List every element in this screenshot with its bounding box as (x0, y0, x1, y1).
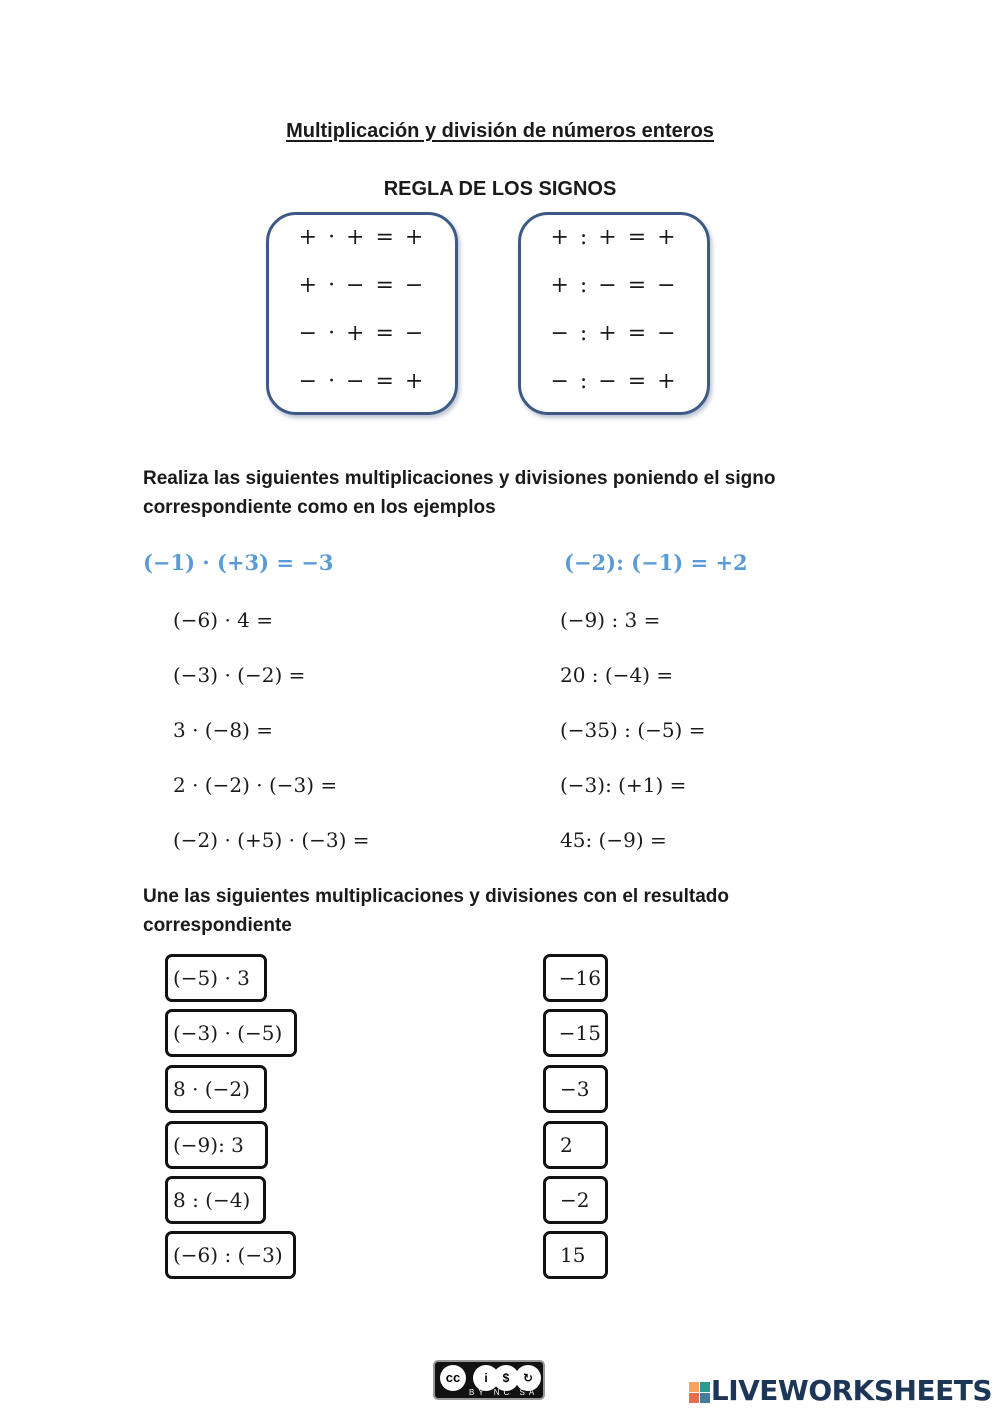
exercise2-instruction: Une las siguientes multiplicaciones y divisiones con el resultado correspondiente (143, 886, 730, 936)
result-box[interactable]: 15 (543, 1231, 608, 1279)
operation-box[interactable]: (−5) · 3 (165, 954, 267, 1002)
operation-box[interactable]: 8 · (−2) (165, 1065, 267, 1113)
brand-squares-icon (689, 1382, 711, 1403)
operation-box[interactable]: (−9): 3 (165, 1121, 268, 1169)
result-box[interactable]: −3 (543, 1065, 608, 1113)
nc-icon: $ (493, 1365, 519, 1391)
exercise-item: 20 : (−4) = (560, 663, 674, 687)
rule-item: + · + = + (298, 225, 426, 250)
multiplication-rules-box (266, 212, 458, 415)
division-rules-box (518, 212, 710, 415)
rule-item: − · + = − (298, 321, 426, 346)
result-box[interactable]: −15 (543, 1009, 608, 1057)
exercise-item: (−3): (+1) = (560, 773, 687, 797)
license-text: BY NC SA (469, 1388, 539, 1397)
exercise-item: 2 · (−2) · (−3) = (173, 773, 338, 797)
exercise-item: 3 · (−8) = (173, 718, 273, 742)
exercise-item: (−6) · 4 = (173, 608, 273, 632)
operation-box[interactable]: (−3) · (−5) (165, 1009, 297, 1057)
by-icon: i (473, 1365, 499, 1391)
rule-item: − · − = + (298, 369, 426, 394)
result-box[interactable]: −16 (543, 954, 608, 1002)
brand-name: LIVEWORKSHEETS (710, 1374, 992, 1407)
rule-item: − : − = + (550, 369, 678, 394)
page-title: Multiplicación y división de números enteros (286, 120, 714, 142)
operation-box[interactable]: 8 : (−4) (165, 1176, 266, 1224)
exercise-item: (−3) · (−2) = (173, 663, 306, 687)
exercise-item: 45: (−9) = (560, 828, 667, 852)
rule-item: − : + = − (550, 321, 678, 346)
cc-icon: cc (440, 1365, 466, 1391)
exercise-item: (−2) · (+5) · (−3) = (173, 828, 370, 852)
exercise-item: (−9) : 3 = (560, 608, 661, 632)
rule-item: + · − = − (298, 273, 426, 298)
result-box[interactable]: 2 (543, 1121, 608, 1169)
result-box[interactable]: −2 (543, 1176, 608, 1224)
brand-logo (689, 1374, 992, 1407)
exercise-item: (−35) : (−5) = (560, 718, 706, 742)
operation-box[interactable]: (−6) : (−3) (165, 1231, 296, 1279)
exercise1-instruction: Realiza las siguientes multiplicaciones y divisiones poniendo el signo correspondiente como en los ejemplos (143, 468, 776, 518)
example-multiplication: (−1) · (+3) = −3 (143, 550, 334, 575)
rule-item: + : + = + (550, 225, 678, 250)
section-subtitle: REGLA DE LOS SIGNOS (383, 178, 617, 200)
sa-icon: ↻ (515, 1365, 541, 1391)
cc-by-nc-sa-icon (433, 1360, 545, 1400)
rule-item: + : − = − (550, 273, 678, 298)
example-division: (−2): (−1) = +2 (564, 550, 748, 575)
